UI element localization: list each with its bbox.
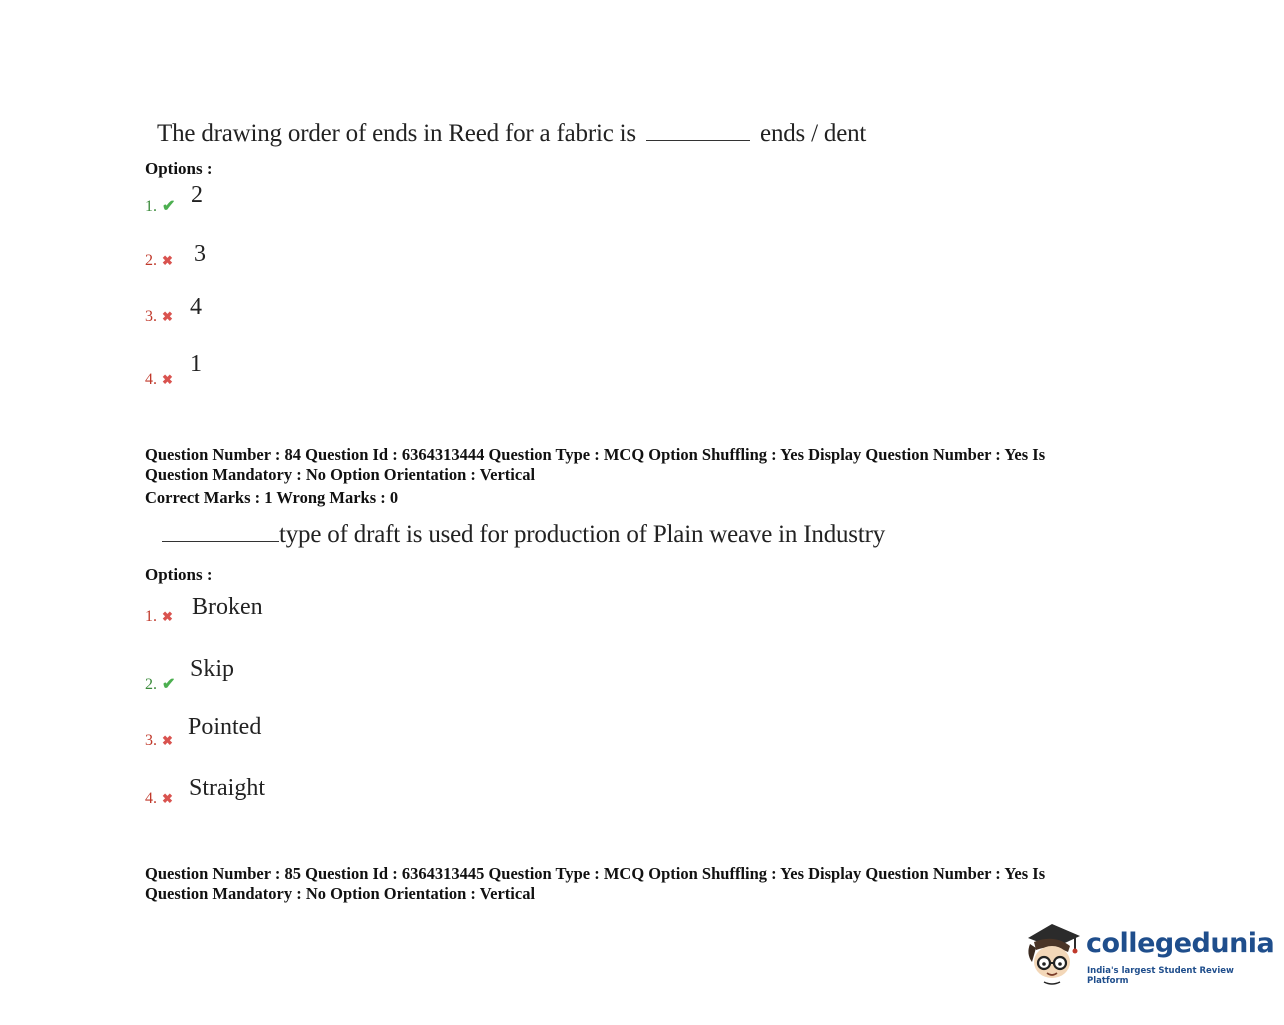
question-2-text-after: type of draft is used for production of Plain weave in Industry <box>279 521 886 548</box>
option-number: 4. <box>145 790 157 807</box>
question-meta <box>145 864 1045 904</box>
option-2 <box>145 674 175 694</box>
option-value: 2 <box>191 182 203 208</box>
options-label: Options : <box>145 159 213 178</box>
cross-icon: ✖ <box>162 372 173 387</box>
mascot-icon <box>1024 918 1086 988</box>
option-4 <box>145 790 173 808</box>
check-icon: ✔ <box>162 198 176 215</box>
answer-blank <box>646 139 750 141</box>
option-value: Skip <box>190 656 235 682</box>
option-value: Broken <box>192 594 263 620</box>
option-value: Pointed <box>188 714 262 740</box>
option-number: 3. <box>145 308 157 325</box>
option-4 <box>145 371 173 389</box>
option-2 <box>145 252 173 270</box>
question-meta-line-2: Question Mandatory : No Option Orientation : Vertical <box>145 884 536 903</box>
options-label: Options : <box>145 565 213 584</box>
option-number: 3. <box>145 732 157 749</box>
question-1-text <box>157 120 866 148</box>
check-icon: ✔ <box>162 676 176 693</box>
option-3 <box>145 732 173 750</box>
option-value: Straight <box>189 775 265 801</box>
cross-icon: ✖ <box>162 309 173 324</box>
option-number: 1. <box>145 198 157 215</box>
option-1 <box>145 608 173 626</box>
option-number: 1. <box>145 608 157 625</box>
question-1-text-after: ends / dent <box>760 120 867 147</box>
question-1-text-before: The drawing order of ends in Reed for a fabric is <box>157 120 636 147</box>
option-number: 2. <box>145 676 157 693</box>
cross-icon: ✖ <box>162 253 173 268</box>
question-marks: Correct Marks : 1 Wrong Marks : 0 <box>145 488 399 507</box>
collegedunia-logo[interactable] <box>1024 918 1275 988</box>
question-meta-line-1: Question Number : 84 Question Id : 6364313444 Question Type : MCQ Option Shuffling : Yes Display Question Number : Yes Is <box>145 445 1046 464</box>
cross-icon: ✖ <box>162 791 173 806</box>
option-value: 1 <box>190 351 202 377</box>
option-value: 3 <box>194 241 206 267</box>
option-3 <box>145 308 173 326</box>
option-number: 2. <box>145 252 157 269</box>
option-1 <box>145 196 175 216</box>
cross-icon: ✖ <box>162 609 173 624</box>
question-meta-line-2: Question Mandatory : No Option Orientation : Vertical <box>145 465 536 484</box>
cross-icon: ✖ <box>162 733 173 748</box>
question-meta <box>145 445 1045 485</box>
logo-tagline: India's largest Student Review Platform <box>1087 966 1234 986</box>
option-number: 4. <box>145 371 157 388</box>
question-2-text <box>162 521 885 549</box>
answer-blank <box>162 540 279 542</box>
option-value: 4 <box>190 294 202 320</box>
logo-name: collegedunia <box>1086 928 1275 959</box>
question-meta-line-1: Question Number : 85 Question Id : 6364313445 Question Type : MCQ Option Shuffling : Yes Display Question Number : Yes Is <box>145 864 1046 883</box>
